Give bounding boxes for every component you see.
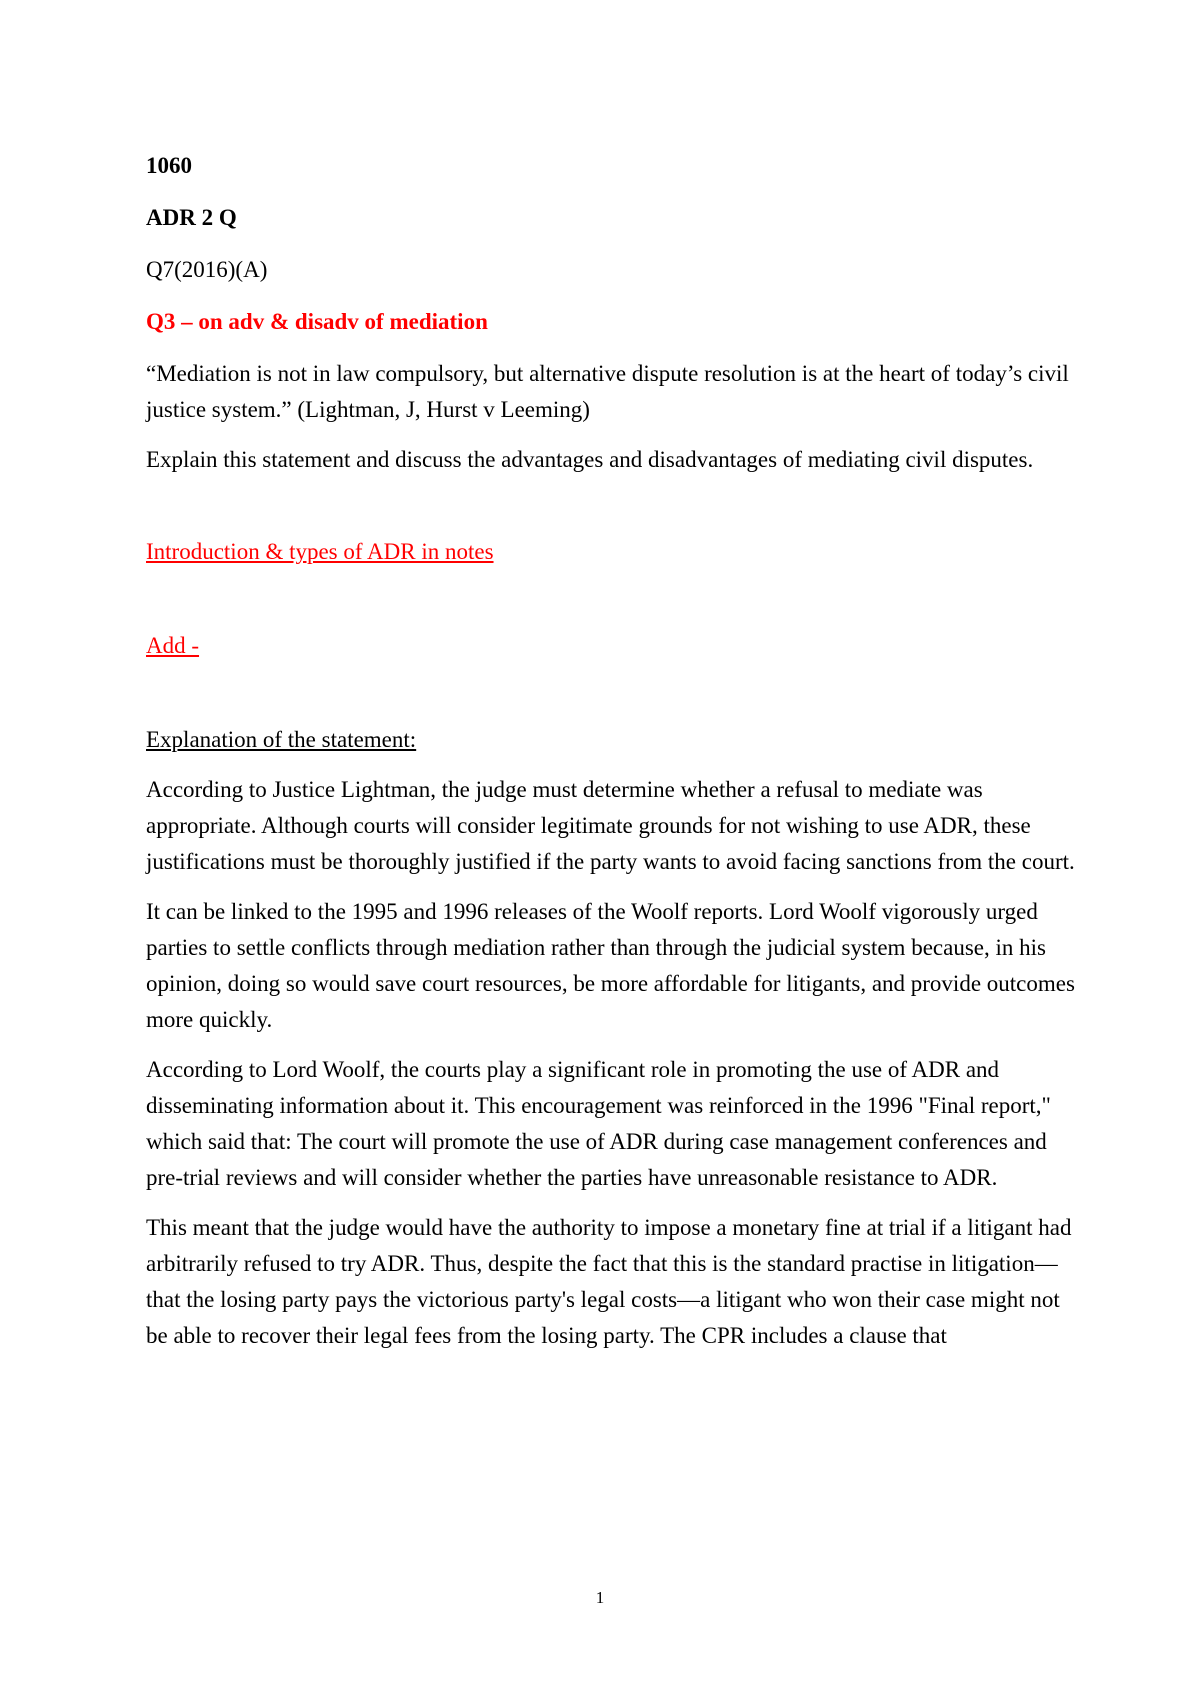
body-paragraph-3: According to Lord Woolf, the courts play a significant role in promoting the use of ADR and disseminating information about it. This encouragement was reinforced in the 1996 "Final report," which said that: The court will promote the use of ADR during case management conferences and pre-trial reviews and will consider whether the parties have unreasonable resistance to ADR. xyxy=(146,1057,1051,1190)
page-number: 1 xyxy=(595,1588,605,1607)
intro-heading: Introduction & types of ADR in notes xyxy=(146,539,494,564)
question-instruction: Explain this statement and discuss the advantages and disadvantages of mediating civil disputes. xyxy=(146,447,1034,472)
body-paragraph-2: It can be linked to the 1995 and 1996 releases of the Woolf reports. Lord Woolf vigorously urged parties to settle conflicts through mediation rather than through the judicial system because, in his opinion, doing so would save court resources, be more affordable for litigants, and provide outcomes more quickly. xyxy=(146,899,1075,1032)
document-subtitle: ADR 2 Q xyxy=(146,205,237,230)
question-reference: Q7(2016)(A) xyxy=(146,257,268,282)
question-quote: “Mediation is not in law compulsory, but alternative dispute resolution is at the heart of today’s civil justice system.” (Lightman, J, Hurst v Leeming) xyxy=(146,361,1069,422)
document-body xyxy=(146,148,1076,1354)
add-heading: Add - xyxy=(146,633,200,658)
explanation-heading: Explanation of the statement: xyxy=(146,727,417,752)
body-paragraph-1: According to Justice Lightman, the judge must determine whether a refusal to mediate was appropriate. Although courts will consider legitimate grounds for not wishing to use ADR, these justifications must be thoroughly justified if the party wants to avoid facing sanctions from the court. xyxy=(146,777,1075,874)
body-paragraph-4: This meant that the judge would have the authority to impose a monetary fine at trial if a litigant had arbitrarily refused to try ADR. Thus, despite the fact that this is the standard practise in litigation—that the losing party pays the victorious party's legal costs—a litigant who won their case might not be able to recover their legal fees from the losing party. The CPR includes a clause that xyxy=(146,1215,1072,1348)
document-code: 1060 xyxy=(146,153,192,178)
question-title: Q3 – on adv & disadv of mediation xyxy=(146,309,488,334)
